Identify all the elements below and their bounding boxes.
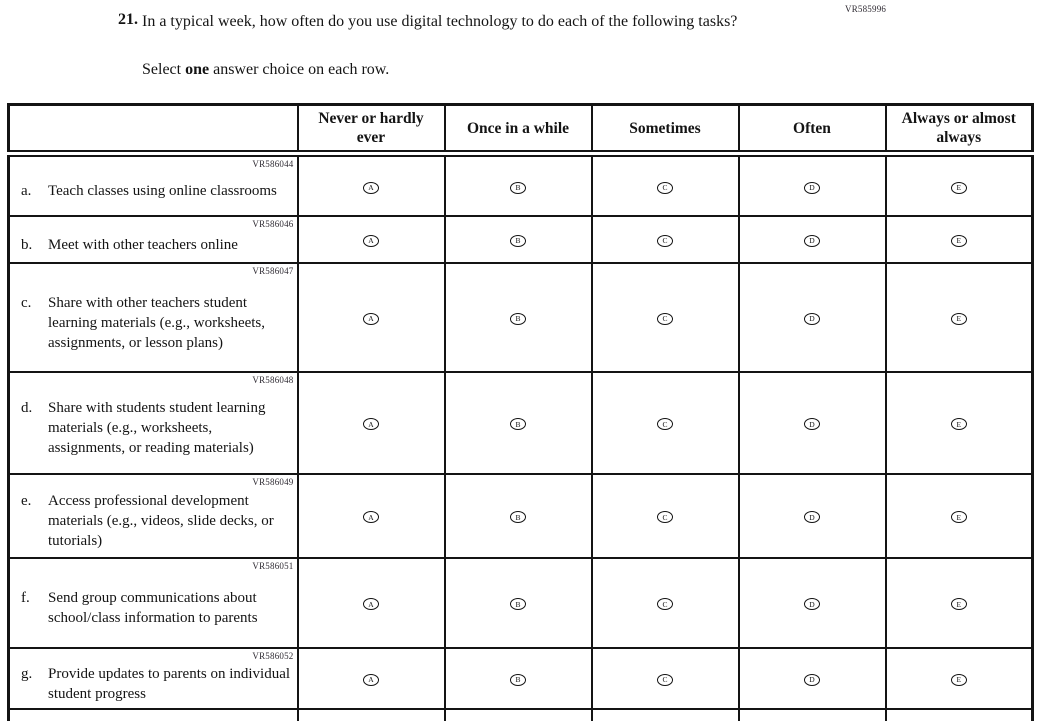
row-label-cell — [9, 263, 298, 372]
answer-bubble-e[interactable]: E — [951, 182, 967, 194]
answer-bubble-c[interactable]: C — [657, 313, 673, 325]
row-label — [10, 491, 297, 553]
answer-bubble-a[interactable]: A — [363, 235, 379, 247]
answer-bubble-e[interactable]: E — [951, 235, 967, 247]
answer-bubble-a[interactable]: A — [363, 674, 379, 686]
answer-cell — [298, 372, 445, 474]
table-row — [9, 372, 1033, 474]
answer-bubble-d[interactable]: D — [804, 182, 820, 194]
row-vr-code: VR586052 — [252, 650, 294, 661]
row-label — [10, 293, 297, 355]
answer-cell — [445, 648, 592, 709]
answer-cell — [592, 263, 739, 372]
corner-cell — [9, 105, 298, 154]
answer-cell — [592, 709, 739, 721]
answer-cell — [739, 558, 886, 648]
answer-cell — [445, 216, 592, 263]
row-letter: c. — [21, 294, 32, 311]
answer-bubble-b[interactable]: B — [510, 598, 526, 610]
answer-bubble-a[interactable]: A — [363, 182, 379, 194]
column-header-never: Never or hardly ever — [298, 105, 445, 154]
answer-cell — [592, 558, 739, 648]
header-row — [9, 105, 1033, 154]
answer-cell — [592, 372, 739, 474]
page-vr-code: VR585996 — [845, 4, 887, 14]
answer-bubble-e[interactable]: E — [951, 418, 967, 430]
table-row — [9, 216, 1033, 263]
answer-cell — [886, 648, 1033, 709]
answer-cell — [298, 154, 445, 216]
answer-cell — [739, 263, 886, 372]
answer-cell — [592, 154, 739, 216]
row-label — [10, 664, 297, 706]
answer-bubble-e[interactable]: E — [951, 313, 967, 325]
row-label — [10, 235, 297, 257]
answer-cell — [445, 709, 592, 721]
answer-bubble-c[interactable]: C — [657, 598, 673, 610]
table-row-partial — [9, 709, 1033, 721]
answer-cell — [445, 154, 592, 216]
row-vr-code: VR586044 — [252, 159, 294, 169]
answer-bubble-b[interactable]: B — [510, 313, 526, 325]
answer-cell — [298, 263, 445, 372]
column-header-sometimes: Sometimes — [592, 105, 739, 154]
row-label-text: Meet with other teachers online — [48, 236, 238, 253]
answer-bubble-b[interactable]: B — [510, 674, 526, 686]
answer-bubble-a[interactable]: A — [363, 418, 379, 430]
row-label-cell — [9, 216, 298, 263]
row-vr-code: VR586048 — [252, 374, 294, 385]
answer-cell — [298, 648, 445, 709]
row-label — [10, 588, 297, 630]
answer-cell — [298, 474, 445, 558]
table-row — [9, 474, 1033, 558]
answer-bubble-e[interactable]: E — [951, 511, 967, 523]
question-instruction — [142, 61, 389, 79]
row-label-cell — [9, 474, 298, 558]
answer-cell — [739, 648, 886, 709]
question-number: 21. — [118, 11, 138, 28]
row-label-cell — [9, 372, 298, 474]
row-label-cell — [9, 154, 298, 216]
answer-bubble-e[interactable]: E — [951, 598, 967, 610]
answer-bubble-c[interactable]: C — [657, 511, 673, 523]
row-label-cell — [9, 709, 298, 721]
column-header-often: Often — [739, 105, 886, 154]
row-letter: f. — [21, 590, 30, 606]
answer-bubble-a[interactable]: A — [363, 598, 379, 610]
row-label-text: Send group communications about school/class information to parents — [48, 590, 258, 626]
answer-bubble-c[interactable]: C — [657, 418, 673, 430]
answer-cell — [298, 709, 445, 721]
answer-cell — [886, 474, 1033, 558]
row-letter: b. — [21, 236, 33, 253]
table-row — [9, 154, 1033, 216]
answer-bubble-d[interactable]: D — [804, 674, 820, 686]
answer-cell — [445, 263, 592, 372]
answer-cell — [886, 154, 1033, 216]
answer-cell — [592, 474, 739, 558]
row-letter: g. — [21, 665, 33, 682]
answer-bubble-b[interactable]: B — [510, 511, 526, 523]
row-vr-code: VR586046 — [252, 218, 294, 229]
answer-bubble-d[interactable]: D — [804, 235, 820, 247]
answer-cell — [739, 709, 886, 721]
row-letter: a. — [21, 183, 32, 200]
answer-cell — [886, 263, 1033, 372]
answer-bubble-d[interactable]: D — [804, 598, 820, 610]
row-label — [10, 181, 297, 203]
row-vr-code: VR586049 — [252, 476, 294, 487]
row-vr-code: VR586047 — [252, 265, 294, 276]
row-letter: d. — [21, 400, 33, 416]
answer-bubble-c[interactable]: C — [657, 182, 673, 194]
row-label — [10, 398, 297, 460]
answer-bubble-b[interactable]: B — [510, 182, 526, 194]
answer-bubble-a[interactable]: A — [363, 511, 379, 523]
answer-cell — [445, 558, 592, 648]
question-text: In a typical week, how often do you use digital technology to do each of the following tasks? — [142, 13, 738, 30]
answer-grid-body — [9, 154, 1033, 721]
row-letter: e. — [21, 493, 32, 509]
answer-cell — [886, 372, 1033, 474]
answer-bubble-e[interactable]: E — [951, 674, 967, 686]
instruction-suffix: answer choice on each row. — [209, 61, 390, 78]
answer-bubble-c[interactable]: C — [657, 235, 673, 247]
answer-cell — [445, 372, 592, 474]
answer-bubble-c[interactable]: C — [657, 674, 673, 686]
row-label-text: Share with other teachers student learning materials (e.g., worksheets, assignments, or lesson plans) — [48, 294, 266, 351]
answer-cell — [298, 558, 445, 648]
column-header-once: Once in a while — [445, 105, 592, 154]
row-label-cell — [9, 648, 298, 709]
answer-cell — [886, 558, 1033, 648]
answer-bubble-d[interactable]: D — [804, 418, 820, 430]
table-row — [9, 648, 1033, 709]
column-header-always: Always or almost always — [886, 105, 1033, 154]
answer-bubble-b[interactable]: B — [510, 235, 526, 247]
answer-bubble-b[interactable]: B — [510, 418, 526, 430]
answer-cell — [739, 372, 886, 474]
answer-cell — [298, 216, 445, 263]
row-vr-code: VR586051 — [252, 560, 294, 571]
answer-cell — [445, 474, 592, 558]
row-label-text: Provide updates to parents on individual student progress — [48, 665, 291, 702]
row-label-text: Access professional development materials (e.g., videos, slide decks, or tutorials) — [48, 493, 274, 549]
row-label-text: Teach classes using online classrooms — [48, 183, 277, 200]
answer-cell — [739, 154, 886, 216]
answer-cell — [886, 709, 1033, 721]
table-row — [9, 558, 1033, 648]
row-label-cell — [9, 558, 298, 648]
answer-cell — [886, 216, 1033, 263]
answer-grid — [7, 103, 1034, 721]
answer-cell — [592, 648, 739, 709]
answer-cell — [739, 216, 886, 263]
instruction-bold-word: one — [185, 61, 210, 78]
answer-cell — [592, 216, 739, 263]
answer-cell — [739, 474, 886, 558]
row-label-text: Share with students student learning materials (e.g., worksheets, assignments, or reading materials) — [48, 400, 266, 456]
answer-bubble-d[interactable]: D — [804, 511, 820, 523]
answer-bubble-a[interactable]: A — [363, 313, 379, 325]
answer-bubble-d[interactable]: D — [804, 313, 820, 325]
instruction-prefix: Select — [142, 61, 186, 78]
table-row — [9, 263, 1033, 372]
